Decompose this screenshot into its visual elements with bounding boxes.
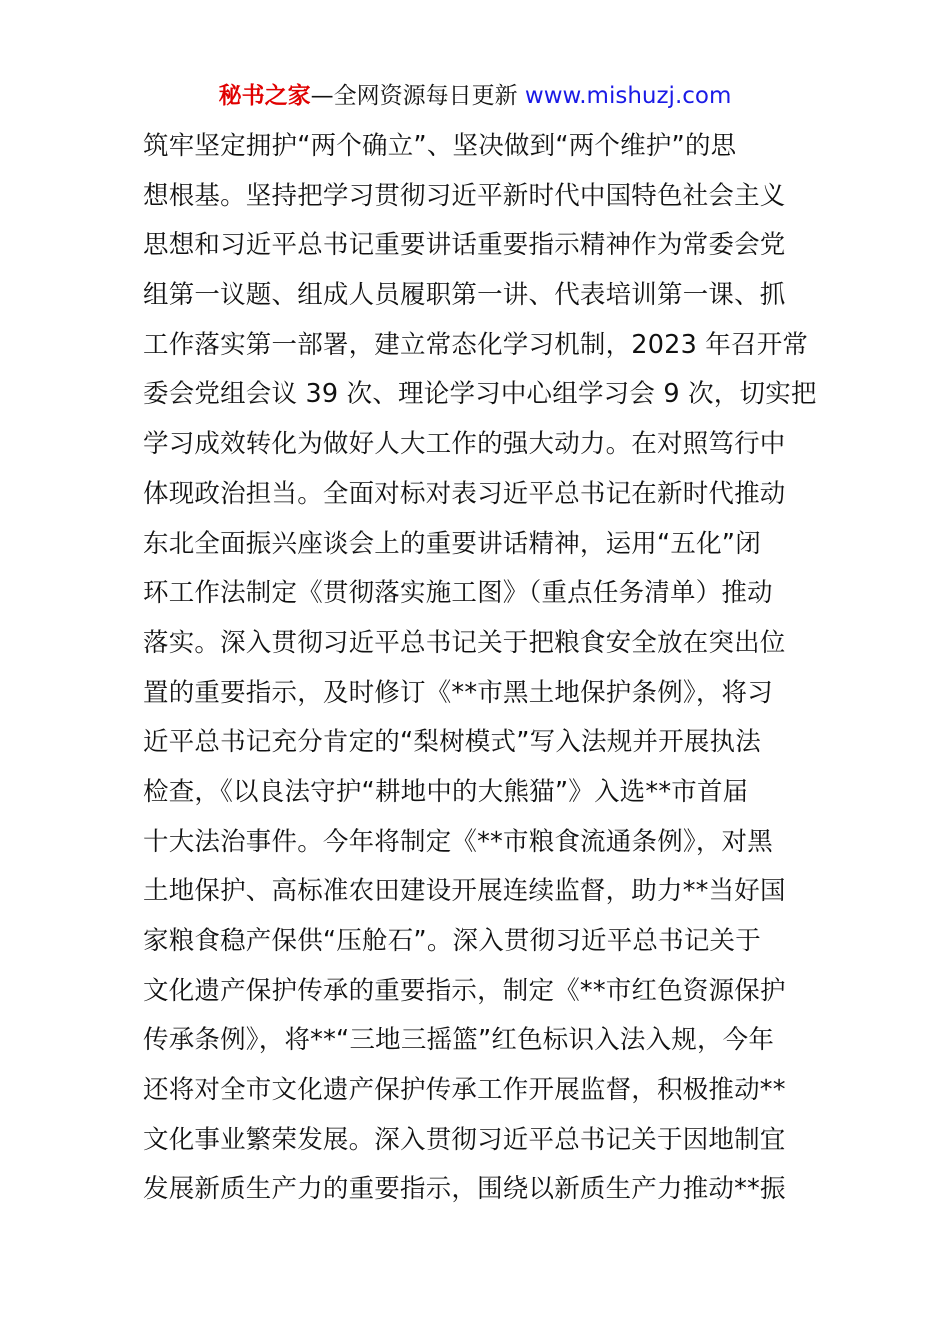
text-line: 文化遗产保护传承的重要指示，制定《**市红色资源保护 bbox=[143, 975, 786, 1006]
text-line: 东北全面振兴座谈会上的重要讲话精神，运用“五化”闭 bbox=[143, 528, 761, 559]
text-line: 工作落实第一部署，建立常态化学习机制，2023 年召开常 bbox=[143, 329, 809, 360]
text-line: 筑牢坚定拥护“两个确立”、坚决做到“两个维护”的思 bbox=[143, 131, 737, 161]
text-line: 置的重要指示，及时修订《**市黑土地保护条例》，将习 bbox=[143, 677, 773, 708]
text-line: 体现政治担当。全面对标对表习近平总书记在新时代推动 bbox=[143, 478, 786, 509]
text-line: 组第一议题、组成人员履职第一讲、代表培训第一课、抓 bbox=[143, 280, 786, 311]
text-line: 十大法治事件。今年将制定《**市粮食流通条例》，对黑 bbox=[143, 826, 773, 857]
text-line: 思想和习近平总书记重要讲话重要指示精神作为常委会党 bbox=[143, 230, 786, 261]
site-url-link[interactable]: www.mishuzj.com bbox=[524, 83, 732, 109]
text-line: 环工作法制定《贯彻落实施工图》（重点任务清单）推动 bbox=[143, 578, 773, 609]
text-line: 落实。深入贯彻习近平总书记关于把粮食安全放在突出位 bbox=[143, 627, 786, 658]
text-line: 学习成效转化为做好人大工作的强大动力。在对照笃行中 bbox=[143, 429, 786, 460]
site-brand: 秘书之家 bbox=[218, 83, 311, 109]
text-line: 土地保护、高标准农田建设开展连续监督，助力**当好国 bbox=[143, 876, 786, 907]
text-line: 发展新质生产力的重要指示，围绕以新质生产力推动**振 bbox=[143, 1174, 786, 1205]
text-line: 委会党组会议 39 次、理论学习中心组学习会 9 次，切实把 bbox=[143, 379, 817, 410]
site-tagline: —全网资源每日更新 bbox=[310, 83, 525, 109]
text-line: 传承条例》，将**“三地三摇篮”红色标识入法入规，今年 bbox=[143, 1025, 775, 1056]
text-line: 还将对全市文化遗产保护传承工作开展监督，积极推动** bbox=[143, 1075, 786, 1106]
text-line: 文化事业繁荣发展。深入贯彻习近平总书记关于因地制宜 bbox=[143, 1124, 786, 1155]
text-line: 近平总书记充分肯定的“梨树模式”写入法规并开展执法 bbox=[143, 727, 761, 758]
text-line: 想根基。坚持把学习贯彻习近平新时代中国特色社会主义 bbox=[143, 180, 786, 211]
text-line: 家粮食稳产保供“压舱石”。深入贯彻习近平总书记关于 bbox=[143, 926, 761, 956]
site-header bbox=[0, 80, 950, 112]
text-line: 检查，《以良法守护“耕地中的大熊猫”》入选**市首届 bbox=[143, 776, 749, 807]
document-body bbox=[143, 122, 817, 1215]
